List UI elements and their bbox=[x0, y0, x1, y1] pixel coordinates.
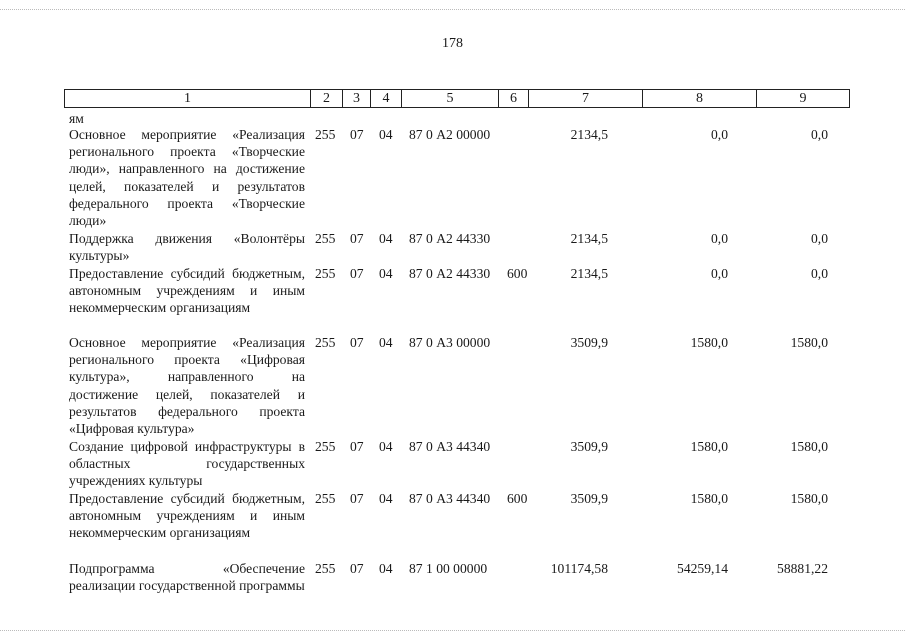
ministry-code: 255 bbox=[315, 439, 336, 454]
amount-year-3: 0,0 bbox=[811, 266, 828, 281]
amount-year-1: 2134,5 bbox=[570, 266, 608, 281]
page-number: 178 bbox=[442, 36, 463, 51]
row-description: Основное мероприятие «Реализация регионального проекта «Цифровая культура», направленного на достижение целей, показателей и результатов федерального проекта «Цифровая культура» bbox=[69, 335, 305, 437]
column-header-table bbox=[64, 89, 850, 108]
header-cell-2: 2 bbox=[311, 90, 343, 108]
amount-year-3: 1580,0 bbox=[790, 335, 828, 350]
amount-year-2: 0,0 bbox=[711, 266, 728, 281]
target-article-code: 87 1 00 00000 bbox=[409, 561, 488, 576]
amount-year-1: 2134,5 bbox=[570, 231, 608, 246]
row-description: Создание цифровой инфраструктуры в областных государственных учреждениях культуры bbox=[69, 439, 305, 489]
scan-bottom-rule bbox=[0, 630, 905, 632]
subsection-code: 04 bbox=[379, 491, 393, 506]
header-cell-6: 6 bbox=[499, 90, 529, 108]
target-article-code: 87 0 А3 44340 bbox=[409, 439, 491, 454]
subsection-code: 04 bbox=[379, 335, 393, 350]
ministry-code: 255 bbox=[315, 335, 336, 350]
scan-top-rule bbox=[0, 9, 905, 11]
row-description: Предоставление субсидий бюджетным, автономным учреждениям и иным некоммерческим организациям bbox=[69, 266, 305, 316]
amount-year-3: 58881,22 bbox=[777, 561, 828, 576]
target-article-code: 87 0 А2 44330 bbox=[409, 231, 491, 246]
subsection-code: 04 bbox=[379, 561, 393, 576]
target-article-code: 87 0 А2 00000 bbox=[409, 127, 491, 142]
header-cell-9: 9 bbox=[757, 90, 850, 108]
ministry-code: 255 bbox=[315, 127, 336, 142]
amount-year-3: 1580,0 bbox=[790, 439, 828, 454]
amount-year-2: 0,0 bbox=[711, 127, 728, 142]
subsection-code: 04 bbox=[379, 439, 393, 454]
amount-year-2: 1580,0 bbox=[690, 335, 728, 350]
ministry-code: 255 bbox=[315, 266, 336, 281]
row-description: Предоставление субсидий бюджетным, автономным учреждениям и иным некоммерческим организациям bbox=[69, 491, 305, 541]
section-code: 07 bbox=[350, 491, 364, 506]
amount-year-1: 2134,5 bbox=[570, 127, 608, 142]
amount-year-2: 0,0 bbox=[711, 231, 728, 246]
amount-year-2: 1580,0 bbox=[690, 439, 728, 454]
ministry-code: 255 bbox=[315, 491, 336, 506]
ministry-code: 255 bbox=[315, 561, 336, 576]
section-code: 07 bbox=[350, 231, 364, 246]
row-description: Подпрограмма «Обеспечение реализации государственной программы bbox=[69, 561, 305, 594]
amount-year-3: 0,0 bbox=[811, 127, 828, 142]
amount-year-2: 1580,0 bbox=[690, 491, 728, 506]
ministry-code: 255 bbox=[315, 231, 336, 246]
section-code: 07 bbox=[350, 335, 364, 350]
subsection-code: 04 bbox=[379, 127, 393, 142]
section-code: 07 bbox=[350, 266, 364, 281]
header-cell-8: 8 bbox=[643, 90, 757, 108]
amount-year-3: 1580,0 bbox=[790, 491, 828, 506]
header-cell-1: 1 bbox=[65, 90, 311, 108]
header-cell-7: 7 bbox=[529, 90, 643, 108]
target-article-code: 87 0 А3 44340 bbox=[409, 491, 491, 506]
row-description: Поддержка движения «Волонтёры культуры» bbox=[69, 231, 305, 264]
amount-year-1: 3509,9 bbox=[570, 491, 608, 506]
target-article-code: 87 0 А2 44330 bbox=[409, 266, 491, 281]
header-cell-3: 3 bbox=[343, 90, 371, 108]
section-code: 07 bbox=[350, 127, 364, 142]
subsection-code: 04 bbox=[379, 231, 393, 246]
section-code: 07 bbox=[350, 561, 364, 576]
amount-year-3: 0,0 bbox=[811, 231, 828, 246]
header-cell-5: 5 bbox=[402, 90, 499, 108]
expense-type-code: 600 bbox=[507, 266, 528, 281]
subsection-code: 04 bbox=[379, 266, 393, 281]
header-row bbox=[65, 90, 850, 108]
header-cell-4: 4 bbox=[371, 90, 402, 108]
row-description: Основное мероприятие «Реализация регионального проекта «Творческие люди», направленного на достижение целей, показателей и результатов федерального проекта «Творческие люди» bbox=[69, 127, 305, 229]
amount-year-1: 101174,58 bbox=[550, 561, 608, 576]
row-description: ям bbox=[69, 111, 84, 126]
target-article-code: 87 0 А3 00000 bbox=[409, 335, 491, 350]
expense-type-code: 600 bbox=[507, 491, 528, 506]
amount-year-1: 3509,9 bbox=[570, 335, 608, 350]
amount-year-2: 54259,14 bbox=[677, 561, 728, 576]
section-code: 07 bbox=[350, 439, 364, 454]
amount-year-1: 3509,9 bbox=[570, 439, 608, 454]
